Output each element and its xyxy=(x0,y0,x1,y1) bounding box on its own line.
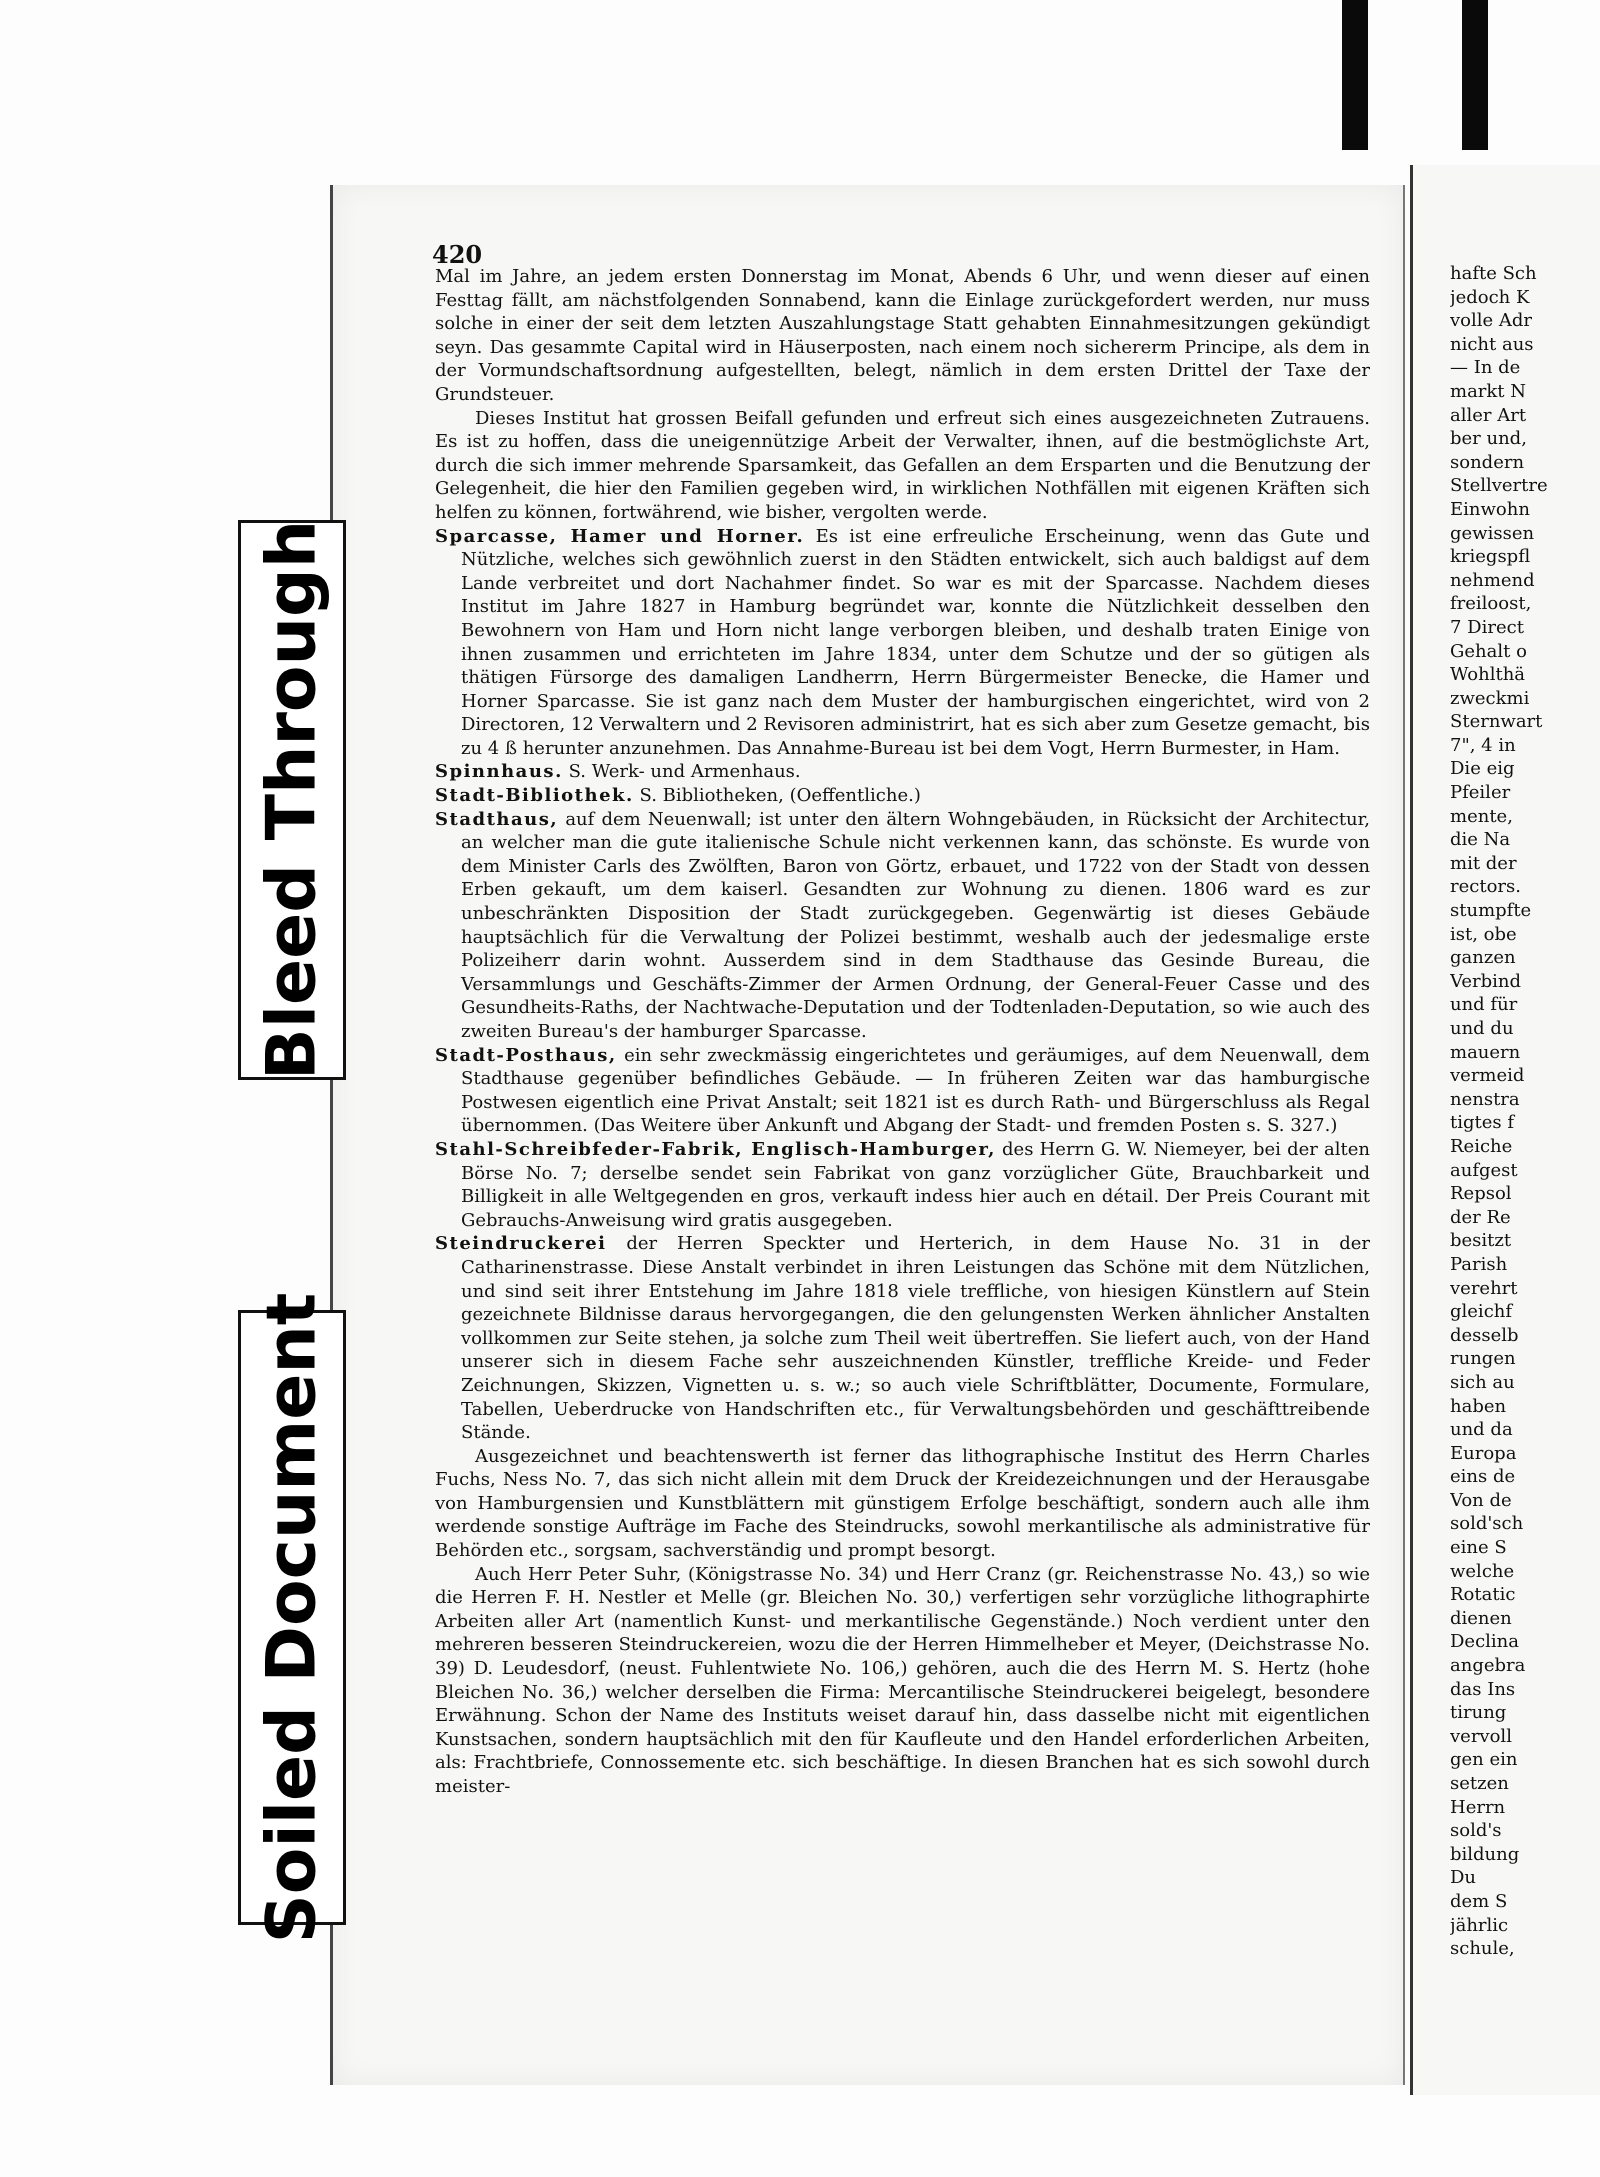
paragraph-text: S. Bibliotheken, (Oeffentliche.) xyxy=(639,785,921,807)
paragraph xyxy=(435,265,1370,407)
right-column-fragments xyxy=(1450,262,1600,2062)
right-column-line: Stellvertre xyxy=(1450,475,1548,497)
right-column-line: ganzen xyxy=(1450,947,1516,969)
entry-heading: Stadt-Posthaus, xyxy=(435,1044,617,1066)
right-column-line: Von de xyxy=(1450,1489,1512,1511)
paragraph-text: Mal im Jahre, an jedem ersten Donnerstag im Monat, Abends 6 Uhr, und wenn dieser auf einen Festtag fällt, am nächstfolgenden Sonnabend, kann die Einlage zurückgefordert werden, nur muss solche in einer der seit dem letzten Auszahlungstage Statt gehabten Einnahmesitzungen gekündigt seyn. Das gesammte Capital wird in Häuserposten, nach einem noch sichererm Principe, als dem in der Vormundschaftsordnung aufgestellten, belegt, nämlich in dem ersten Drittel der Taxe der Grundsteuer. xyxy=(435,266,1370,405)
right-column-line: und da xyxy=(1450,1419,1513,1441)
paragraph xyxy=(435,1138,1370,1232)
right-column-line: mit der xyxy=(1450,852,1517,874)
binding-edge-mark xyxy=(1462,0,1488,150)
right-column-line: Reiche xyxy=(1450,1135,1513,1157)
paragraph-text: des Herrn G. W. Niemeyer, bei der alten Börse No. 7; derselbe sendet sein Fabrikat von ganz vorzüglicher Güte, Brauchbarkeit und Billigkeit in alle Weltgegenden en gros, verkauft indess hier auch en détail. Der Preis Courant mit Gebrauchs-Anweisung wird gratis ausgegeben. xyxy=(461,1138,1370,1231)
page-number: 420 xyxy=(432,240,483,269)
binding-edge-mark xyxy=(1342,0,1368,150)
right-column-line: ist, obe xyxy=(1450,923,1517,945)
right-column-line: Wohlthä xyxy=(1450,664,1526,686)
right-column-line: gewissen xyxy=(1450,522,1535,544)
right-column-line: bildung xyxy=(1450,1843,1520,1865)
right-column-line: verehrt xyxy=(1450,1277,1518,1299)
right-column-line: mauern xyxy=(1450,1041,1521,1063)
right-column-line: jährlic xyxy=(1450,1914,1509,1936)
right-column-line: hafte Sch xyxy=(1450,263,1537,284)
right-column-line: — In de xyxy=(1450,357,1521,379)
right-column-line: die Na xyxy=(1450,829,1511,851)
right-column-line: sold'sch xyxy=(1450,1513,1524,1535)
right-column-line: aufgest xyxy=(1450,1159,1518,1181)
right-column-line: ber und, xyxy=(1450,428,1527,450)
paragraph xyxy=(435,525,1370,761)
right-column-line: rungen xyxy=(1450,1348,1516,1370)
right-column-line: dem S xyxy=(1450,1890,1508,1912)
entry-heading: Stadt-Bibliothek. xyxy=(435,785,634,807)
paragraph-text: Es ist eine erfreuliche Erscheinung, wenn das Gute und Nützliche, welches sich gewöhnlich zuerst in den Städten entwickelt, sich auch baldigst auf dem Lande verbreitet und dort Nachahmer findet. So war es mit der Sparcasse. Nachdem dieses Institut im Jahre 1827 in Hamburg begründet war, konnte die Nützlichkeit desselben den Bewohnern von Ham und Horn nicht lange verborgen bleiben, und deshalb traten Einige von ihnen zusammen und errichteten im Jahre 1834, unter dem Schutze und der so gütigen als thätigen Fürsorge des damaligen Landherrn, Herrn Bürgermeister Benecke, die Hamer und Horner Sparcasse. Sie ist ganz nach dem Muster der hamburgischen eingerichtet, wird von 2 Directoren, 12 Verwaltern und 2 Revisoren administrirt, hat es sich aber zum Gesetze gemacht, bis zu 4 ß herunter anzunehmen. Das Annahme-Bureau ist bei dem Vogt, Herrn Burmester, in Ham. xyxy=(461,525,1370,759)
paragraph xyxy=(435,1232,1370,1444)
right-column-line: markt N xyxy=(1450,380,1527,402)
right-column-line: tigtes f xyxy=(1450,1112,1515,1134)
right-column-line: volle Adr xyxy=(1450,310,1533,332)
right-column-line: 7", 4 in xyxy=(1450,734,1516,756)
right-column-line: besitzt xyxy=(1450,1230,1512,1252)
right-column-line: Parish xyxy=(1450,1253,1508,1275)
bleed-through-label xyxy=(238,520,346,1080)
main-text-column xyxy=(435,265,1370,2065)
right-column-line: dienen xyxy=(1450,1607,1512,1629)
entry-heading: Stadthaus, xyxy=(435,808,559,830)
right-column-line: nenstra xyxy=(1450,1088,1520,1110)
right-column-line: sich au xyxy=(1450,1371,1515,1393)
right-column-line: rectors. xyxy=(1450,876,1521,898)
entry-heading: Sparcasse, Hamer und Horner. xyxy=(435,525,805,547)
paragraph xyxy=(435,1445,1370,1563)
right-column-line: Rotatic xyxy=(1450,1584,1516,1606)
right-column-line: und für xyxy=(1450,994,1518,1016)
right-column-line: das Ins xyxy=(1450,1678,1516,1700)
paragraph-text: Ausgezeichnet und beachtenswerth ist ferner das lithographische Institut des Herrn Charles Fuchs, Ness No. 7, das sich nicht allein mit dem Druck der Kreidezeichnungen und der Herausgabe von Hamburgensien und Kunstblättern mit günstigem Erfolge beschäftigt, sondern auch alle ihm werdende sonstige Aufträge im Fache des Steindrucks, sowohl merkantilische als administrative für Behörden etc., sorgsam, sachverständig und prompt besorgt. xyxy=(435,1445,1370,1562)
right-column-line: freiloost, xyxy=(1450,593,1532,615)
right-column-line: nehmend xyxy=(1450,569,1535,591)
right-column-line: jedoch K xyxy=(1450,286,1530,308)
right-column-line: Verbind xyxy=(1450,970,1521,992)
right-column-line: der Re xyxy=(1450,1206,1511,1228)
paragraph-text: der Herren Speckter und Herterich, in dem Hause No. 31 in der Catharinenstrasse. Diese Anstalt verbindet in ihren Leistungen das Schöne mit dem Nützlichen, und sind seit ihrer Entstehung im Jahre 1818 viele treffliche, von hiesigen Künstlern auf Stein gezeichnete Bildnisse daraus hervorgegangen, die den gelungensten Werken ähnlicher Anstalten vollkommen zur Seite stehen, ja solche zum Theil weit übertreffen. Sie liefert auch, von der Hand unserer sich in diesem Fache sehr auszeichnenden Künstler, treffliche Kreide- und Feder Zeichnungen, Skizzen, Vignetten u. s. w.; so auch viele Schriftblätter, Documente, Formulare, Tabellen, Ueberdrucke von Handschriften etc., für Verwaltungsbehörden und geschäfttreibende Stände. xyxy=(461,1233,1370,1444)
entry-heading: Spinnhaus. xyxy=(435,761,563,783)
paragraph xyxy=(435,784,1370,808)
right-column-line: gleichf xyxy=(1450,1301,1513,1323)
right-column-line: aller Art xyxy=(1450,404,1527,426)
right-column-line: eins de xyxy=(1450,1466,1516,1488)
right-column-line: Gehalt o xyxy=(1450,640,1527,662)
right-column-line: Repsol xyxy=(1450,1183,1512,1205)
right-column-line: und du xyxy=(1450,1018,1514,1039)
right-column-line: nicht aus xyxy=(1450,333,1534,355)
paragraph xyxy=(435,407,1370,525)
soiled-document-label xyxy=(238,1292,346,1943)
paragraph xyxy=(435,808,1370,1044)
right-column-line: gen ein xyxy=(1450,1749,1518,1771)
right-column-line: vervoll xyxy=(1450,1725,1512,1747)
soiled-document-label-text: Soiled Document xyxy=(252,1292,332,1943)
right-column-line: schule, xyxy=(1450,1938,1515,1960)
right-column-line: 7 Direct xyxy=(1450,616,1524,638)
paragraph-text: auf dem Neuenwall; ist unter den ältern Wohngebäuden, in Rücksicht der Architectur, an welcher man die gute italienische Schule nicht verkennen kann, das schönste. Es wurde von dem Minister Carls des Zwölften, Baron von Görtz, erbauet, und 1722 von der Stadt von dessen Erben gekauft, um dem kaiserl. Gesandten zur Wohnung zu dienen. 1806 ward es zur unbeschränkten Disposition der Stadt zurückgegeben. Gegenwärtig ist dieses Gebäude hauptsächlich für die Verwaltung der Polizei bestimmt, weshalb auch der jedesmalige erste Polizeiherr darin wohnt. Ausserdem sind in dem Stadthause das Gesinde Bureau, die Versammlungs und Geschäfts-Zimmer der Armen Ordnung, der General-Feuer Casse und des Gesundheits-Raths, der Nachtwache-Deputation und der Todtenladen-Deputation, so wie auch des zweiten Bureau's der hamburger Sparcasse. xyxy=(461,808,1370,1042)
right-column-line: stumpfte xyxy=(1450,900,1532,922)
right-column-line: kriegspfl xyxy=(1450,546,1531,568)
right-column-line: vermeid xyxy=(1450,1065,1525,1087)
right-column-line: welche xyxy=(1450,1560,1515,1582)
right-column-line: Herrn xyxy=(1450,1796,1506,1818)
paragraph xyxy=(435,760,1370,784)
right-column-line: setzen xyxy=(1450,1773,1509,1794)
right-column-line: angebra xyxy=(1450,1655,1526,1677)
right-column-line: sondern xyxy=(1450,451,1525,473)
right-column-line: Einwohn xyxy=(1450,498,1530,520)
right-column-line: Die eig xyxy=(1450,758,1515,780)
bleed-through-label-text: Bleed Through xyxy=(252,519,332,1081)
right-column-line: Declina xyxy=(1450,1631,1520,1653)
right-column-line: eine S xyxy=(1450,1537,1507,1559)
entry-heading: Steindruckerei xyxy=(435,1233,607,1255)
right-column-line: haben xyxy=(1450,1395,1507,1417)
right-column-line: Du xyxy=(1450,1867,1477,1889)
right-column-line: sold's xyxy=(1450,1820,1502,1842)
right-column-line: Pfeiler xyxy=(1450,782,1511,804)
paragraph-text: ein sehr zweckmässig eingerichtetes und geräumiges, auf dem Neuenwall, dem Stadthause gegenüber befindliches Gebäude. — In früheren Zeiten war das hamburgische Postwesen eigentlich eine Privat Anstalt; seit 1821 ist es durch Rath- und Bürgerschluss als Regal übernommen. (Das Weitere über Ankunft und Abgang der Stadt- und fremden Posten s. S. 327.) xyxy=(461,1044,1370,1137)
entry-heading: Stahl-Schreibfeder-Fabrik, Englisch-Hamburger, xyxy=(435,1138,996,1160)
paragraph-text: S. Werk- und Armenhaus. xyxy=(568,761,801,783)
paragraph-text: Auch Herr Peter Suhr, (Königstrasse No. 34) und Herr Cranz (gr. Reichenstrasse No. 43,) so wie die Herren F. H. Nestler et Melle (gr. Bleichen No. 30,) verfertigen sehr vorzügliche lithographirte Arbeiten aller Art (namentlich Kunst- und merkantilische Gegenstände.) Noch verdient unter den mehreren besseren Steindruckereien, wozu die der Herren Himmelheber et Meyer, (Deichstrasse No. 39) D. Leudesdorf, (neust. Fuhlentwiete No. 106,) gehören, auch die des Herrn M. S. Hertz (hohe Bleichen No. 36,) welcher derselben die Firma: Mercantilische Steindruckerei beigelegt, besondere Erwähnung. Schon der Name des Instituts weiset darauf hin, dass dasselbe nicht mit eigentlichen Kunstsachen, sondern hauptsächlich mit den für Kaufleute und den Handel erforderlichen Arbeiten, als: Frachtbriefe, Connossemente etc. sich beschäftige. In diesen Branchen hat es sich sowohl durch meister- xyxy=(435,1563,1370,1797)
right-column-line: zweckmi xyxy=(1450,687,1530,709)
paragraph-text: Dieses Institut hat grossen Beifall gefunden und erfreut sich eines ausgezeichneten Zutrauens. Es ist zu hoffen, dass die uneigennützige Arbeit der Verwalter, ihnen, auf die bestmöglichste Art, durch die sich immer mehrende Sparsamkeit, das Gefallen an dem Ersparten und die Benutzung der Gelegenheit, die hier den Familien gegeben wird, in wirklichen Nothfällen mit eigenen Kräften sich helfen zu können, fortwährend, wie bisher, vergolten werde. xyxy=(435,407,1370,523)
right-column-line: Europa xyxy=(1450,1442,1517,1464)
right-column-line: Sternwart xyxy=(1450,711,1543,733)
paragraph xyxy=(435,1044,1370,1138)
right-column-line: desselb xyxy=(1450,1324,1519,1346)
paragraph xyxy=(435,1563,1370,1799)
right-column-line: mente, xyxy=(1450,805,1513,827)
right-column-line: tirung xyxy=(1450,1702,1507,1724)
